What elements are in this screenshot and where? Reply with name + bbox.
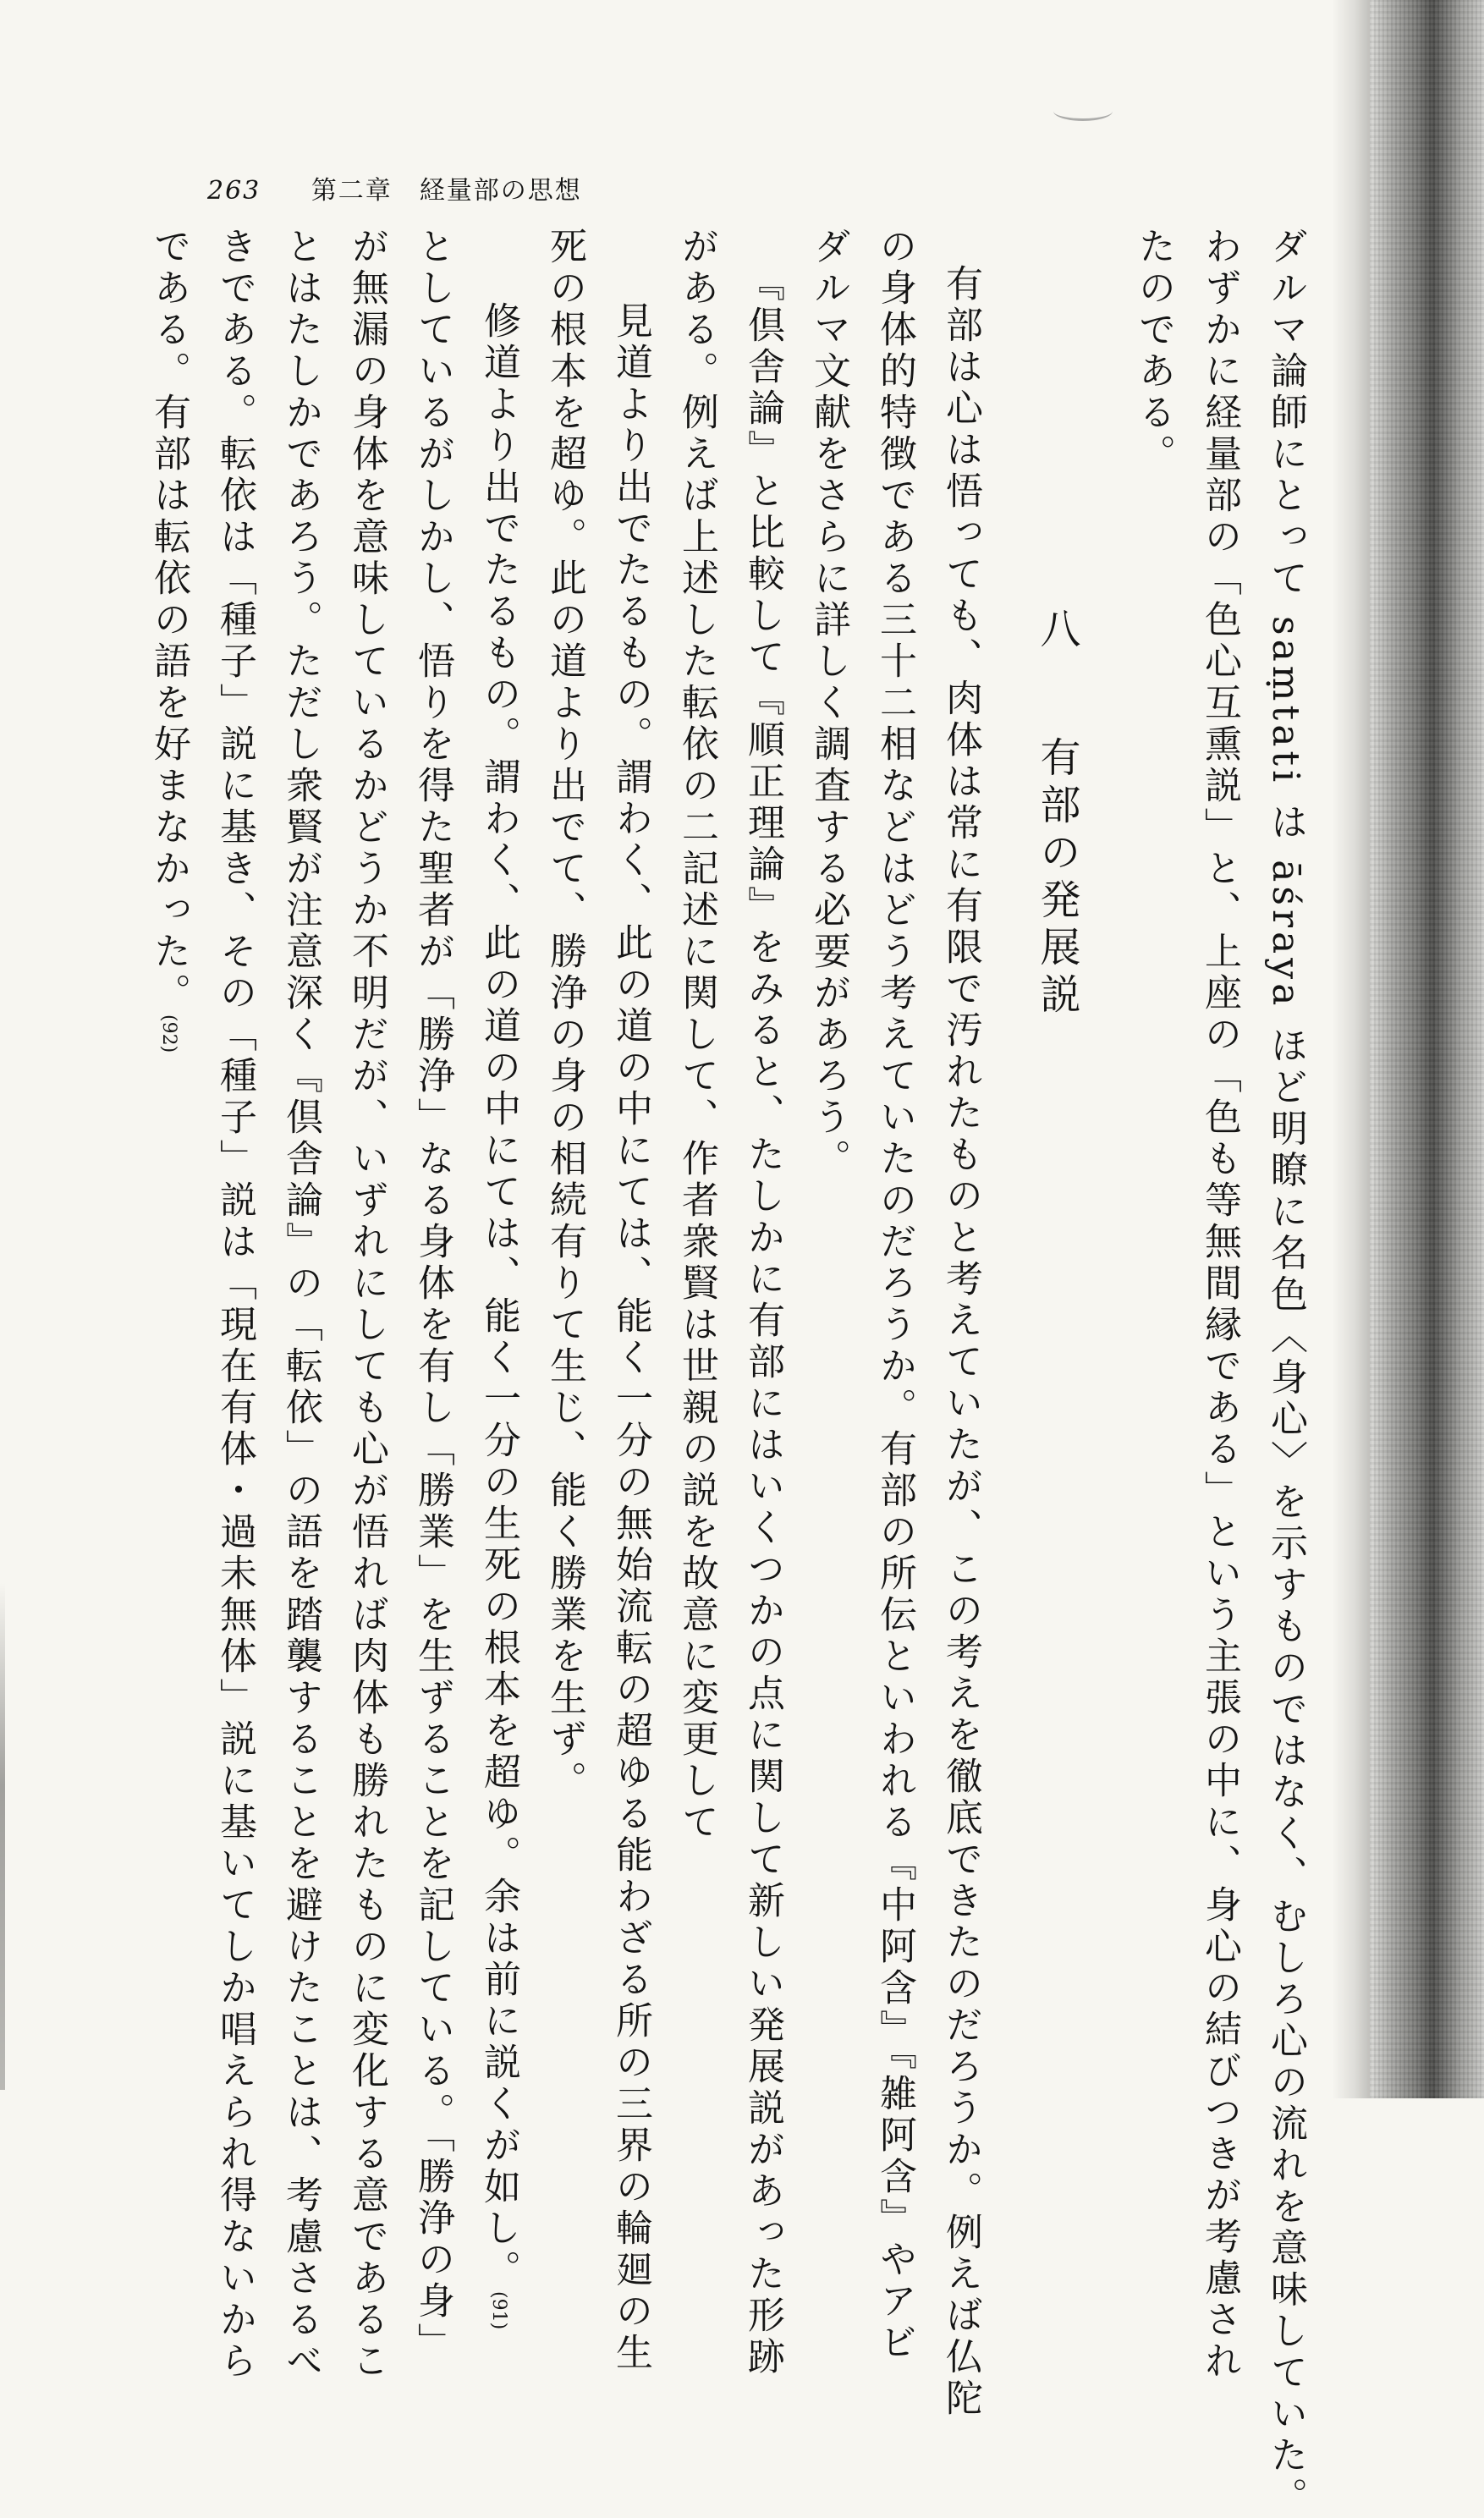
text-line: ダルマ文献をさらに詳しく調査する必要があろう。 <box>807 227 850 1180</box>
text-line: としているがしかし、悟りを得た聖者が「勝浄」なる身体を有し「勝業」を生ずることを記している。「勝浄の身」 <box>411 227 454 2364</box>
text-line: とはたしかであろう。ただし衆賢が注意深く『倶舎論』の「転依」の語を踏襲することを避けたことは、考慮さるべ <box>279 227 322 2383</box>
text-line: きである。転依は「種子」説に基き、その「種子」説は「現在有体・過未無体」説に基いてしか唱えられ得ないから <box>213 227 256 2383</box>
chapter-title: 第二章 経量部の思想 <box>311 176 582 206</box>
paragraph-start: 『倶舎論』と比較して『順正理論』をみると、たしかに有部にはいくつかの点に関して新しい発展説があった形跡 <box>741 264 784 2378</box>
quotation-line <box>465 227 531 2330</box>
text-line <box>135 227 201 1910</box>
quotation-text: 修道より出でたるもの。謂わく、此の道の中にては、能く一分の生死の根本を超ゆ。余は前に説くが如し。 <box>477 301 520 2291</box>
footnote-ref-92: (92) <box>158 1014 179 1053</box>
gutter-shadow <box>1332 0 1370 2098</box>
page-body <box>147 227 1318 2518</box>
text-line: の身体的特徴である三十二相などはどう考えていたのだろうか。有部の所伝といわれる『中阿含』『雑阿含』やアビ <box>873 227 916 2364</box>
quotation-line: 死の根本を超ゆ。此の道より出でて、勝浄の身の相続有りて生じ、能く勝業を生ず。 <box>543 227 586 1802</box>
text-line: が無漏の身体を意味しているかどうか不明だが、いずれにしても心が悟れば肉体も勝れたものに変化する意であるこ <box>345 227 388 2383</box>
text-line-content: である。有部は転依の語を好まなかった。 <box>147 227 190 1014</box>
page-number: 263 <box>207 176 261 206</box>
section-title: 有部の発展説 <box>1033 736 1080 1020</box>
section-heading <box>1024 227 1090 1910</box>
scan-mark <box>1053 102 1113 121</box>
text-line: わずかに経量部の「色心互熏説」と、上座の「色も等無間縁である」という主張の中に、身心の結びつきが考慮され <box>1198 227 1241 2383</box>
section-number: 八 <box>1033 608 1080 655</box>
book-binding-gutter <box>1370 0 1484 2098</box>
text-line: がある。例えば上述した転依の二記述に関して、作者衆賢は世親の説を故意に変更して <box>675 227 718 1844</box>
text-line: ダルマ論師にとって saṃtati は āśraya ほど明瞭に名色〈身心〉を示すものではなく、むしろ心の流れを意味していた。 <box>1264 227 1307 2518</box>
paragraph-start: 有部は心は悟っても、肉体は常に有限で汚れたものと考えていたが、この考えを徹底できたのだろうか。例えば仏陀 <box>939 264 982 2420</box>
text-line: たのである。 <box>1132 227 1175 476</box>
quotation-line: 見道より出でたるもの。謂わく、此の道の中にては、能く一分の無始流転の超ゆる能わざる所の三界の輪廻の生 <box>609 301 652 2374</box>
scan-edge-shadow <box>0 1582 5 2090</box>
running-head <box>207 169 582 206</box>
footnote-ref-91: (91) <box>488 2291 509 2330</box>
